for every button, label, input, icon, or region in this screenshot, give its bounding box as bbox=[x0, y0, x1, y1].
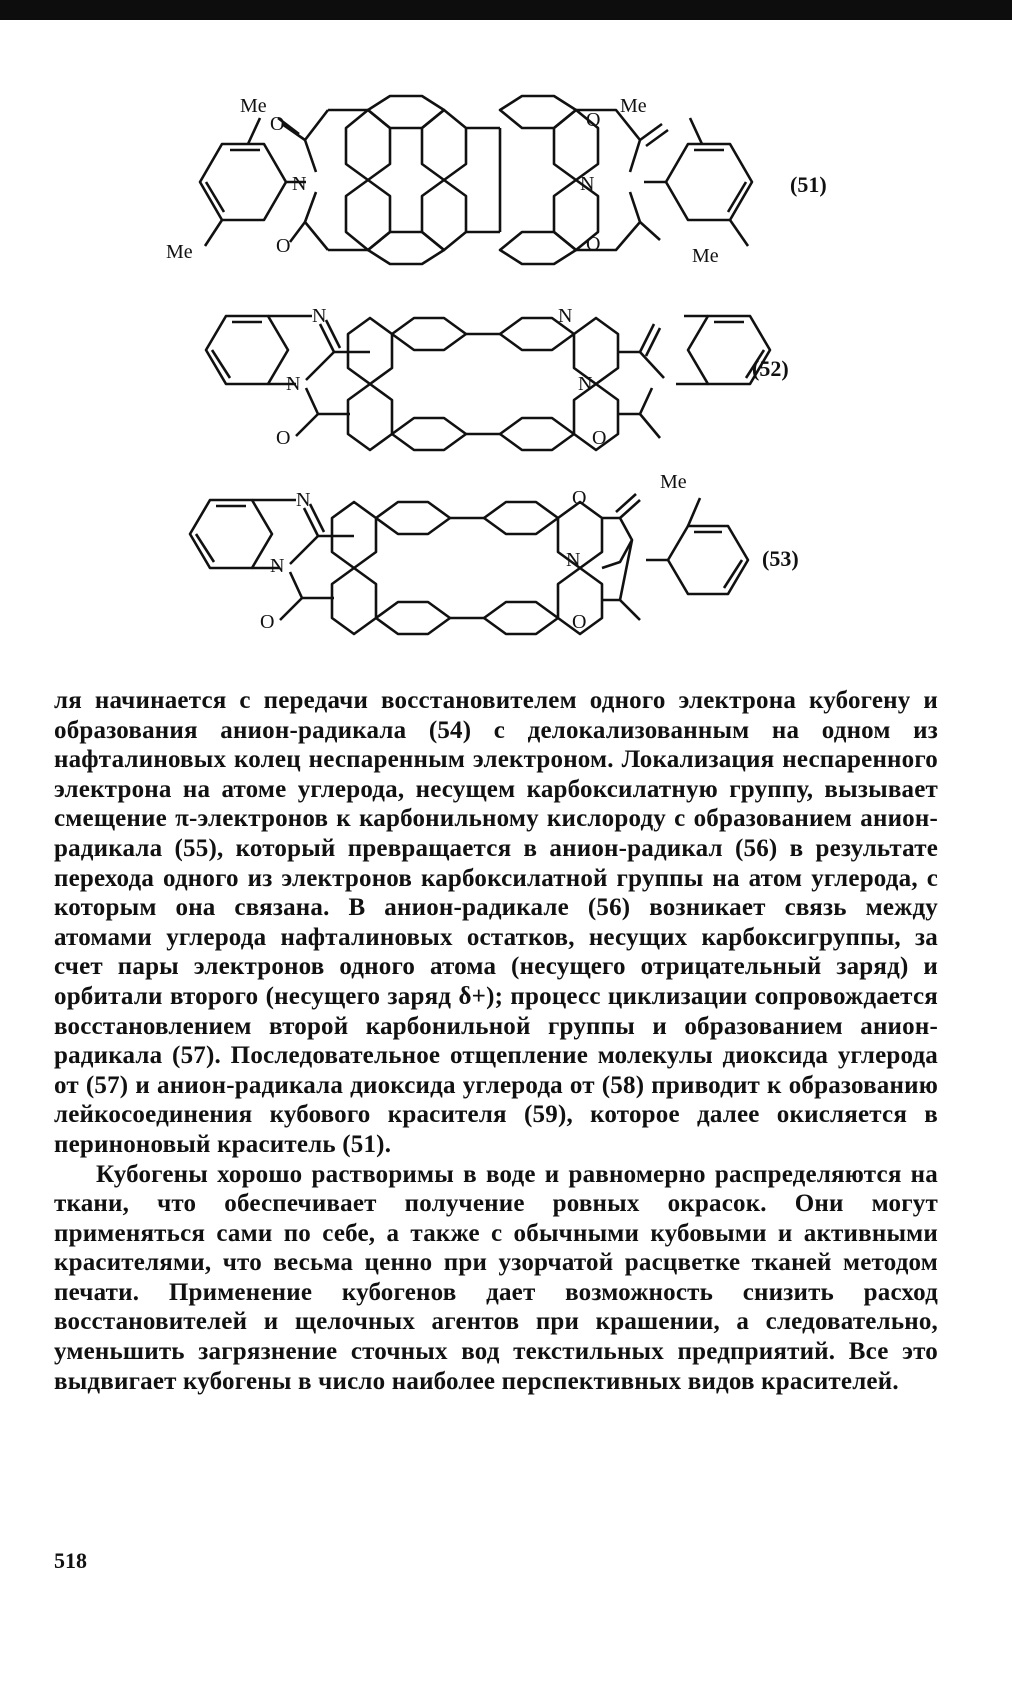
oxygen-label: O bbox=[270, 113, 285, 135]
compound-label-51: (51) bbox=[790, 172, 827, 197]
oxygen-label: O bbox=[260, 611, 275, 633]
nitrogen-label: N bbox=[292, 173, 307, 195]
me-label: Me bbox=[240, 95, 267, 117]
oxygen-label: O bbox=[586, 109, 601, 131]
me-label: Me bbox=[660, 471, 687, 493]
atom-labels bbox=[166, 95, 719, 633]
paragraph-2: Кубогены хорошо растворимы в воде и равномерно распределяются на ткани, что обеспечивает получение ровных окрасок. Они могут применяться сами по себе, а также с обычными кубовыми и активными красителями, что весьма ценно при узорчатой расцветке тканей методом печати. Применение кубогенов дает возможность снизить расход восстановителей и щелочных агентов при крашении, а следовательно, уменьшить загрязнение сточных вод текстильных предприятий. Все это выдвигает кубогены в число наиболее перспективных видов красителей. bbox=[54, 1160, 938, 1395]
structure-drawings bbox=[0, 0, 1012, 680]
oxygen-label: O bbox=[572, 611, 587, 633]
oxygen-label: O bbox=[572, 487, 587, 509]
oxygen-label: O bbox=[276, 235, 291, 257]
compound-label-52: (52) bbox=[752, 356, 789, 381]
page-number: 518 bbox=[54, 1548, 87, 1573]
compound-label-53: (53) bbox=[762, 546, 799, 571]
nitrogen-label: N bbox=[286, 373, 301, 395]
nitrogen-label: N bbox=[296, 489, 311, 511]
nitrogen-label: N bbox=[558, 305, 573, 327]
nitrogen-label: N bbox=[580, 173, 595, 195]
nitrogen-label: N bbox=[270, 555, 285, 577]
nitrogen-label: N bbox=[312, 305, 327, 327]
me-label: Me bbox=[692, 245, 719, 267]
body-text bbox=[54, 686, 938, 1396]
me-label: Me bbox=[620, 95, 647, 117]
nitrogen-label: N bbox=[578, 373, 593, 395]
paragraph-1: ля начинается с передачи восстановителем одного электрона кубогену и образования анион-радикала (54) с делокализованным на одном из нафталиновых колец неспаренным электроном. Локализация неспаренного электрона на атоме углерода, несущем карбоксилатную группу, вызывает смещение π-электронов к карбонильному кислороду с образованием анион-радикала (55), который превращается в анион-радикал (56) в результате перехода одного из электронов карбоксилатной группы на атом углерода, с которым она связана. В анион-радикале (56) возникает связь между атомами углерода нафталиновых остатков, несущих карбоксигруппы, за счет пары электронов одного атома (несущего отрицательный заряд) и орбитали второго (несущего заряд δ+); процесс циклизации сопровождается восстановлением второй карбонильной группы и образованием анион-радикала (57). Последовательное отщепление молекулы диоксида углерода от (57) и анион-радикала диоксида углерода от (58) приводит к образованию лейкосоединения кубового красителя (59), которое далее окисляется в периноновый краситель (51). bbox=[54, 687, 938, 1158]
nitrogen-label: N bbox=[566, 549, 581, 571]
me-label: Me bbox=[166, 241, 193, 263]
chemical-structures-figure bbox=[0, 0, 1012, 680]
oxygen-label: O bbox=[276, 427, 291, 449]
oxygen-label: O bbox=[586, 233, 601, 255]
oxygen-label: O bbox=[592, 427, 607, 449]
